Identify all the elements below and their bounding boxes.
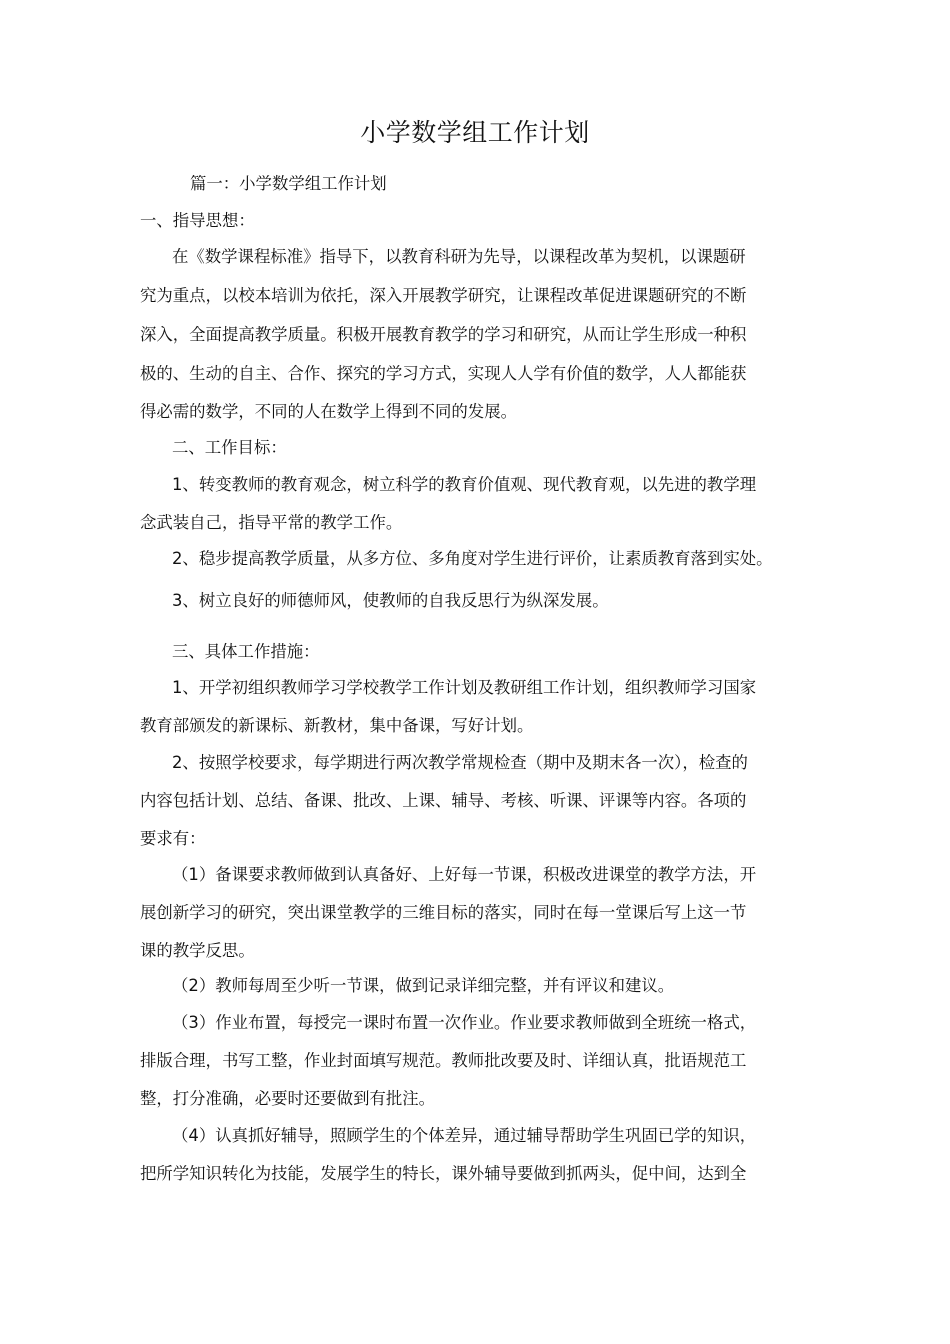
heading-measures: 三、具体工作措施：: [172, 642, 320, 661]
measure-2-line: 内容包括计划、总结、备课、批改、上课、辅导、考核、听课、评课等内容。各项的: [140, 791, 747, 810]
item-1-line: 课的教学反思。: [140, 941, 255, 960]
goal-2: 2、稳步提高教学质量，从多方位、多角度对学生进行评价，让素质教育落到实处。: [172, 549, 773, 568]
goal-3: 3、树立良好的师德师风，使教师的自我反思行为纵深发展。: [172, 591, 609, 610]
paragraph-line: 极的、生动的自主、合作、探究的学习方式，实现人人学有价值的数学，人人都能获: [140, 364, 747, 383]
paragraph-line: 究为重点，以校本培训为依托，深入开展教学研究，让课程改革促进课题研究的不断: [140, 286, 747, 305]
measure-1-line: 1、开学初组织教师学习学校教学工作计划及教研组工作计划，组织教师学习国家: [172, 678, 757, 697]
measure-2-line: 2、按照学校要求，每学期进行两次教学常规检查（期中及期末各一次），检查的: [172, 753, 748, 772]
item-3-line: 排版合理，书写工整，作业封面填写规范。教师批改要及时、详细认真，批语规范工: [140, 1051, 747, 1070]
heading-guiding-thought: 一、指导思想：: [140, 211, 255, 230]
item-2: （2）教师每周至少听一节课，做到记录详细完整，并有评议和建议。: [172, 976, 675, 995]
item-1-line: （1）备课要求教师做到认真备好、上好每一节课，积极改进课堂的教学方法，开: [172, 865, 757, 884]
goal-1-line: 念武装自己，指导平常的教学工作。: [140, 513, 403, 532]
subtitle: 篇一：小学数学组工作计划: [190, 174, 387, 193]
paragraph-line: 在《数学课程标准》指导下，以教育科研为先导，以课程改革为契机，以课题研: [172, 247, 746, 266]
goal-1-line: 1、转变教师的教育观念，树立科学的教育价值观、现代教育观，以先进的教学理: [172, 475, 757, 494]
paragraph-line: 得必需的数学，不同的人在数学上得到不同的发展。: [140, 402, 517, 421]
item-4-line: 把所学知识转化为技能，发展学生的特长，课外辅导要做到抓两头，促中间，达到全: [140, 1164, 747, 1183]
heading-work-goals: 二、工作目标：: [172, 438, 287, 457]
paragraph-line: 深入，全面提高教学质量。积极开展教育教学的学习和研究，从而让学生形成一种积: [140, 325, 747, 344]
document-title: 小学数学组工作计划: [360, 118, 590, 147]
measure-2-line: 要求有：: [140, 829, 206, 848]
item-3-line: （3）作业布置，每授完一课时布置一次作业。作业要求教师做到全班统一格式，: [172, 1013, 757, 1032]
item-3-line: 整，打分准确，必要时还要做到有批注。: [140, 1089, 436, 1108]
item-1-line: 展创新学习的研究，突出课堂教学的三维目标的落实，同时在每一堂课后写上这一节: [140, 903, 747, 922]
measure-1-line: 教育部颁发的新课标、新教材，集中备课，写好计划。: [140, 716, 534, 735]
item-4-line: （4）认真抓好辅导，照顾学生的个体差异，通过辅导帮助学生巩固已学的知识，: [172, 1126, 757, 1145]
